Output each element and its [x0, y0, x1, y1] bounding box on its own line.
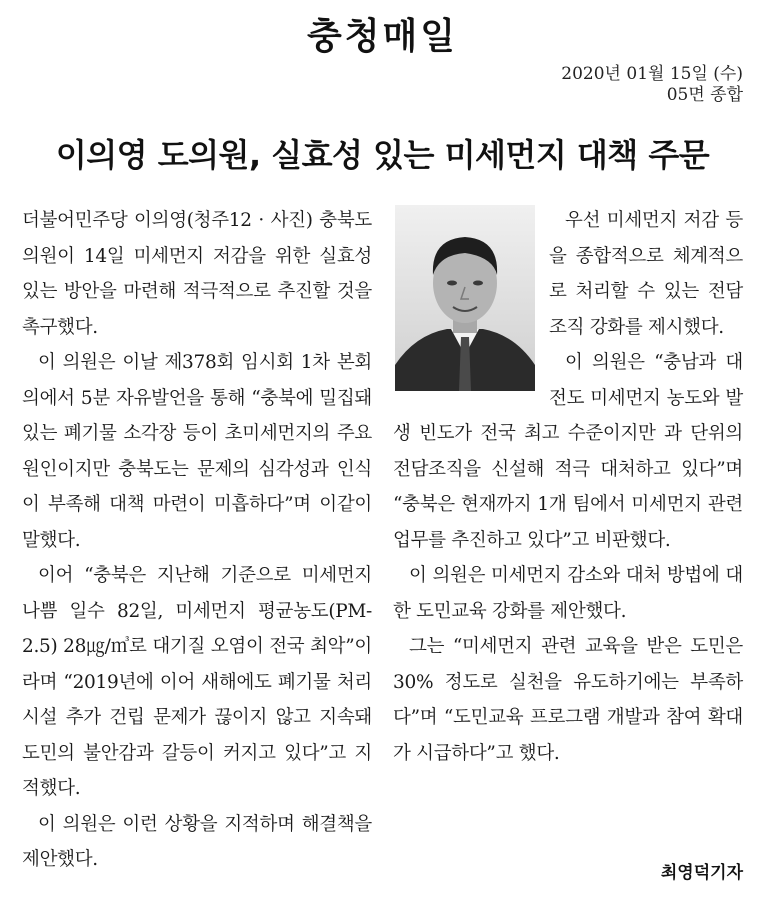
- newspaper-masthead: 충청매일: [306, 16, 459, 57]
- body-paragraph: 이어 “충북은 지난해 기준으로 미세먼지 나쁨 일수 82일, 미세먼지 평균농도(PM-2.5) 28㎍/㎥로 대기질 오염이 전국 최악”이라며 “2019년에 이어 새해에도 폐기물 처리시설 추가 건립 문제가 끊이지 않고 지속돼 도민의 불안감과 갈등이 커지고 있다”고 지적했다.: [22, 565, 372, 799]
- body-paragraph: 더불어민주당 이의영(청주12 · 사진) 충북도의원이 14일 미세먼지 저감을 위한 실효성 있는 방안을 마련해 적극적으로 추진할 것을 촉구했다.: [22, 210, 372, 338]
- portrait-image: [395, 205, 535, 391]
- article-headline: 이의영 도의원, 실효성 있는 미세먼지 대책 주문: [55, 136, 710, 174]
- body-paragraph: 이 의원은 이런 상황을 지적하며 해결책을 제안했다.: [22, 813, 372, 870]
- body-paragraph: 이 의원은 이날 제378회 임시회 1차 본회의에서 5분 자유발언을 통해 “충북에 밀집돼 있는 폐기물 소각장 등이 초미세먼지의 주요 원인이지만 충북도는 문제의 심각성과 인식이 부족해 대책 마련이 미흡하다”며 이같이 말했다.: [22, 352, 372, 551]
- dateline: [561, 64, 743, 106]
- article-column-right: [393, 203, 743, 771]
- body-paragraph: 그는 “미세먼지 관련 교육을 받은 도민은 30% 정도로 실천을 유도하기에는 부족하다”며 “도민교육 프로그램 개발과 참여 확대가 시급하다”고 했다.: [393, 636, 743, 764]
- portrait-photo: [395, 205, 535, 391]
- body-paragraph: 우선 미세먼지 저감 등을 종합적으로 체계적으로 처리할 수 있는 전담조직 강화를 제시했다.: [549, 210, 743, 338]
- page-section: 05면 종합: [666, 85, 743, 105]
- body-paragraph: 이 의원은 미세먼지 감소와 대처 방법에 대한 도민교육 강화를 제안했다.: [393, 565, 743, 622]
- body-paragraph: 이 의원은 “충남과 대전도 미세먼지 농도와 발생 빈도가 전국 최고 수준이지만 과 단위의 전담조직을 신설해 적극 대처하고 있다”며 “충북은 현재까지 1개 팀에서 미세먼지 관련 업무를 추진하고 있다”고 비판했다.: [393, 352, 743, 551]
- reporter-byline: 최영덕기자: [660, 863, 743, 883]
- article-column-left: [22, 203, 372, 878]
- publication-date: 2020년 01월 15일 (수): [561, 64, 743, 84]
